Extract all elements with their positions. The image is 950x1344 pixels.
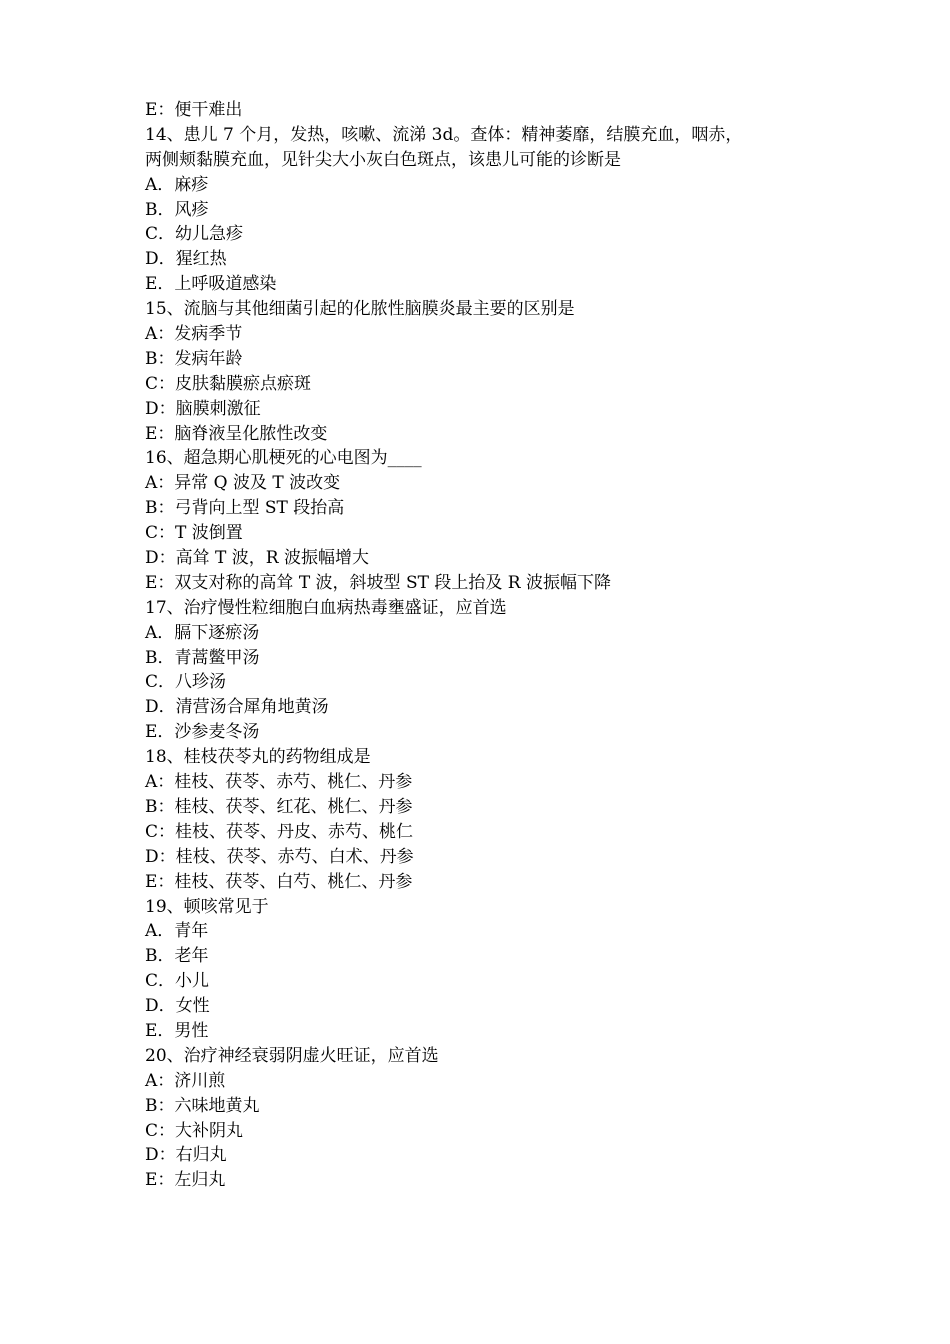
question-text-block [145,98,815,1193]
option-line: B：六味地黄丸 [145,1095,260,1116]
option-line: B：发病年龄 [145,348,243,369]
option-line: A．膈下逐瘀汤 [145,622,260,643]
option-line: D：高耸 T 波，R 波振幅增大 [145,548,369,569]
option-line: C：桂枝、茯苓、丹皮、赤芍、桃仁 [145,821,414,842]
option-line: C．幼儿急疹 [145,224,244,245]
option-line: E：脑脊液呈化脓性改变 [145,423,328,444]
option-line: A．麻疹 [145,174,209,195]
question-stem-line: 两侧颊黏膜充血，见针尖大小灰白色斑点，该患儿可能的诊断是 [145,149,621,170]
option-line: A：桂枝、茯苓、赤芍、桃仁、丹参 [145,772,413,793]
option-line: D．女性 [145,996,210,1017]
option-line: E：左归丸 [145,1170,226,1191]
option-line: E．沙参麦冬汤 [145,722,260,743]
option-line: C：皮肤黏膜瘀点瘀斑 [145,373,312,394]
option-line: D：右归丸 [145,1145,227,1166]
option-line: D．猩红热 [145,249,227,270]
question-stem-line: 19、顿咳常见于 [145,896,269,917]
option-line: E．男性 [145,1020,209,1041]
option-line: A：济川煎 [145,1070,226,1091]
option-line: C．小儿 [145,971,210,992]
option-line: B．老年 [145,946,209,967]
option-line: E：桂枝、茯苓、白芍、桃仁、丹参 [145,871,413,892]
option-line: B：弓背向上型 ST 段抬高 [145,498,345,519]
option-line: C：大补阴丸 [145,1120,244,1141]
option-line: D：脑膜刺激征 [145,398,261,419]
question-stem-line: 18、桂枝茯苓丸的药物组成是 [145,747,371,768]
option-line: D：桂枝、茯苓、赤芍、白术、丹参 [145,846,414,867]
option-line: E：双支对称的高耸 T 波，斜坡型 ST 段上抬及 R 波振幅下降 [145,572,611,593]
option-line: B．青蒿鳖甲汤 [145,647,260,668]
question-stem-line: 17、治疗慢性粒细胞白血病热毒壅盛证，应首选 [145,597,507,618]
option-line: E：便干难出 [145,100,243,120]
option-line: B：桂枝、茯苓、红花、桃仁、丹参 [145,796,413,817]
option-line: E．上呼吸道感染 [145,274,277,295]
option-line: A：异常 Q 波及 T 波改变 [145,473,341,494]
question-stem-line: 20、治疗神经衰弱阴虚火旺证，应首选 [145,1045,439,1066]
question-stem-line: 14、患儿 7 个月，发热，咳嗽、流涕 3d。查体：精神萎靡，结膜充血，咽赤， [145,124,743,145]
question-stem-line: 16、超急期心肌梗死的心电图为____ [145,448,422,469]
option-line: A．青年 [145,921,209,942]
option-line: C．八珍汤 [145,672,227,693]
option-line: D．清营汤合犀角地黄汤 [145,697,329,718]
question-stem-line: 15、流脑与其他细菌引起的化脓性脑膜炎最主要的区别是 [145,299,575,320]
option-line: C：T 波倒置 [145,523,243,544]
option-line: A：发病季节 [145,324,243,345]
option-line: B．风疹 [145,199,209,220]
